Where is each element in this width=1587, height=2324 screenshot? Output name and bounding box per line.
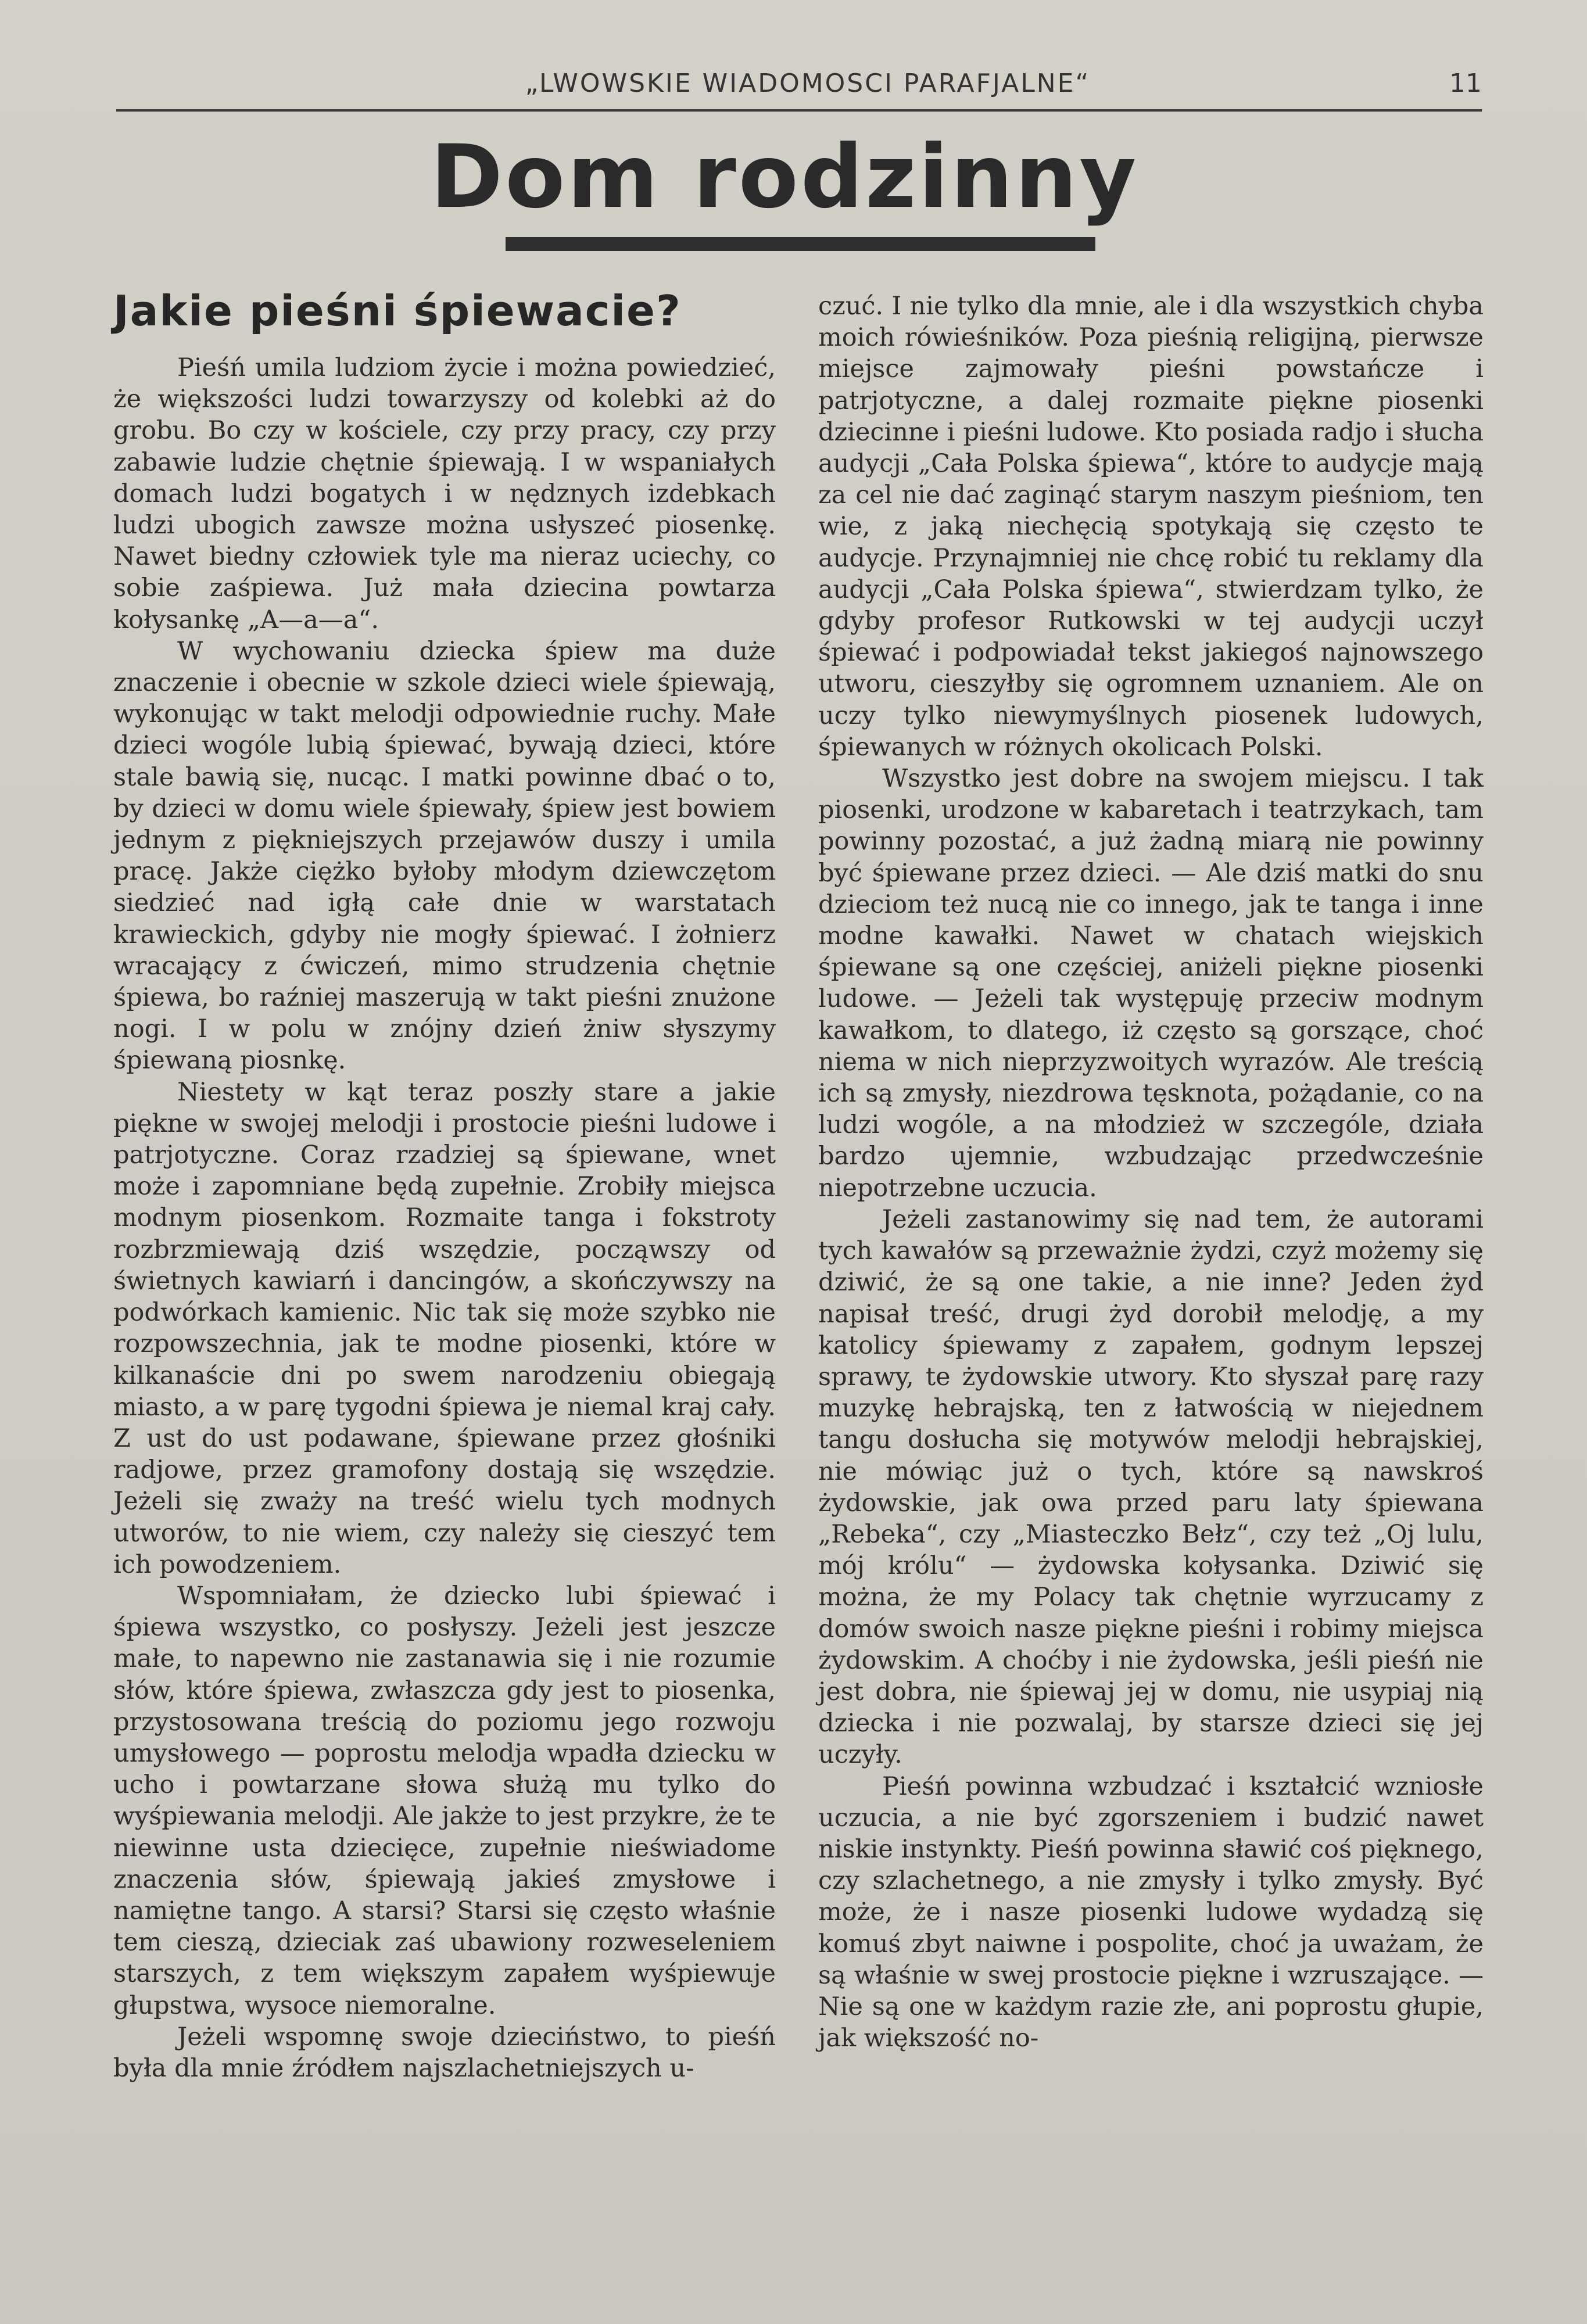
paragraph: Wspomniałam, że dziecko lubi śpiewać i śpiewa wszystko, co posłyszy. Jeżeli jest jeszcze małe, to napewno nie zastanawia się i nie rozumie słów, które śpiewa, zwłaszcza gdy jest to piosenka, przystosowana treścią do poziomu jego rozwoju umysłowego — poprostu melodja wpadła dziecku w ucho i powtarzane słowa służą mu tylko do wyśpiewania melodji. Ale jakże to jest przykre, że te niewinne usta dziecięce, zupełnie nieświadome znaczenia słów, śpiewają jakieś zmysłowe i namiętne tango. A starsi? Starsi się często właśnie tem cieszą, dzieciak zaś ubawiony rozweseleniem starszych, z tem większym zapałem wyśpiewuje głupstwa, wysoce niemoralne. (113, 1581, 776, 2020)
title-underline-rule (506, 237, 1095, 251)
paragraph: czuć. I nie tylko dla mnie, ale i dla wszystkich chyba moich rówieśników. Poza pieśnią religijną, pierwsze miejsce zajmowały pieśni powstańcze i patrjotyczne, a dalej rozmaite piękne piosenki dziecinne i pieśni ludowe. Kto posiada radjo i słucha audycji „Cała Polska śpiewa“, które to audycje mają za cel nie dać zaginąć starym naszym pieśniom, ten wie, z jaką niechęcią spotykają się często te audycje. Przynajmniej nie chcę robić tu reklamy dla audycji „Cała Polska śpiewa“, stwierdzam tylko, że gdyby profesor Rutkowski w tej audycji uczył śpiewać i podpowiadał tekst jakiegoś najnowszego utworu, cieszyłby się ogromnem uznaniem. Ale on uczy tylko niewymyślnych piosenek ludowych, śpiewanych w różnych okolicach Polski. (818, 292, 1484, 762)
paragraph: Jeżeli zastanowimy się nad tem, że autorami tych kawałów są przeważnie żydzi, czyż możemy się dziwić, że są one takie, a nie inne? Jeden żyd napisał treść, drugi żyd dorobił melodję, a my katolicy śpiewamy z zapałem, godnym lepszej sprawy, te żydowskie utwory. Kto słyszał parę razy muzykę hebrajską, ten z łatwością w niejednem tangu dosłucha się motywów melodji hebrajskiej, nie mówiąc już o tych, które są nawskroś żydowskie, jak owa przed paru laty śpiewana „Rebeka“, czy „Miasteczko Bełz“, czy też „Oj lulu, mój królu“ — żydowska kołysanka. Dziwić się można, że my Polacy tak chętnie wyrzucamy z domów swoich nasze piękne pieśni i robimy miejsca żydowskim. A choćby i nie żydowska, jeśli pieśń nie jest dobra, nie śpiewaj jej w domu, nie usypiaj nią dziecka i nie pozwalaj, by starsze dzieci się jej uczyły. (818, 1204, 1484, 1770)
publication-title: „LWOWSKIE WIADOMOSCI PARAFJALNE“ (525, 69, 1091, 98)
paragraph: Wszystko jest dobre na swojem miejscu. I tak piosenki, urodzone w kabaretach i teatrzykach, tam powinny pozostać, a już żadną miarą nie powinny być śpiewane przez dzieci. — Ale dziś matki do snu dzieciom też nucą nie co innego, jak te tanga i inne modne kawałki. Nawet w chatach wiejskich śpiewane są one częściej, aniżeli piękne piosenki ludowe. — Jeżeli tak występuję przeciw modnym kawałkom, to dlatego, iż często są gorszące, choć niema w nich nieprzyzwoitych wyrazów. Ale treścią ich są zmysły, niezdrowa tęsknota, pożądanie, co na ludzi wogóle, a na młodzież w szczególe, działa bardzo ujemnie, wzbudzając przedwcześnie niepotrzebne uczucia. (818, 764, 1484, 1203)
page-number: 11 (1449, 69, 1482, 98)
paragraph: W wychowaniu dziecka śpiew ma duże znaczenie i obecnie w szkole dzieci wiele śpiewają, wykonując w takt melodji odpowiednie ruchy. Małe dzieci wogóle lubią śpiewać, bywają dzieci, które stale bawią się, nucąc. I matki powinne dbać o to, by dzieci w domu wiele śpiewały, śpiew jest bowiem jednym z piękniejszych przejawów duszy i umila pracę. Jakże ciężko byłoby młodym dziewczętom siedzieć nad igłą całe dnie w warstatach krawieckich, gdyby nie mogły śpiewać. I żołnierz wracający z ćwiczeń, mimo strudzenia chętnie śpiewa, bo raźniej maszerują w takt pieśni znużone nogi. I w polu w znójny dzień żniw słyszymy śpiewaną piosnkę. (113, 636, 776, 1075)
paragraph: Pieśń umila ludziom życie i można powiedzieć, że większości ludzi towarzyszy od kolebki aż do grobu. Bo czy w kościele, czy przy pracy, czy przy zabawie ludzie chętnie śpiewają. I w wspaniałych domach ludzi bogatych i w nędznych izdebkach ludzi ubogich zawsze można usłyszeć piosenkę. Nawet biedny człowiek tyle ma nieraz uciechy, co sobie zaśpiewa. Już mała dziecina powtarza kołysankę „A—a—a“. (113, 353, 776, 634)
right-column (818, 290, 1484, 2054)
paragraph: Niestety w kąt teraz poszły stare a jakie piękne w swojej melodji i prostocie pieśni ludowe i patrjotyczne. Coraz rzadziej są śpiewane, wnet może i zapomniane będą zupełnie. Zrobiły miejsca modnym piosenkom. Rozmaite tanga i fokstroty rozbrzmiewają dziś wszędzie, począwszy od świetnych kawiarń i dancingów, a skończywszy na podwórkach kamienic. Nic tak się może szybko nie rozpowszechnia, jak te modne piosenki, które w kilkanaście dni po swem narodzeniu obiegają miasto, a w parę tygodni śpiewa je niemal kraj cały. Z ust do ust podawane, śpiewane przez głośniki radjowe, przez gramofony dostają się wszędzie. Jeżeli się zważy na treść wielu tych modnych utworów, to nie wiem, czy należy się cieszyć tem ich powodzeniem. (113, 1077, 776, 1579)
paragraph: Jeżeli wspomnę swoje dzieciństwo, to pieśń była dla mnie źródłem najszlachetniejszych u- (113, 2022, 776, 2083)
running-header (116, 63, 1482, 112)
article-title: Dom rodzinny (430, 127, 1139, 228)
paragraph: Pieśń powinna wzbudzać i kształcić wzniosłe uczucia, a nie być zgorszeniem i budzić nawet niskie instynkty. Pieśń powinna sławić coś pięknego, czy szlachetnego, a nie zmysły i tylko zmysły. Być może, że i nasze piosenki ludowe wydadzą się komuś zbyt naiwne i pospolite, choć ja uważam, że są właśnie w swej prostocie piękne i wzruszające. — Nie są one w każdym razie złe, ani poprostu głupie, jak większość no- (818, 1771, 1484, 2053)
left-column (113, 285, 776, 2084)
section-heading: Jakie pieśni śpiewacie? (113, 286, 682, 335)
